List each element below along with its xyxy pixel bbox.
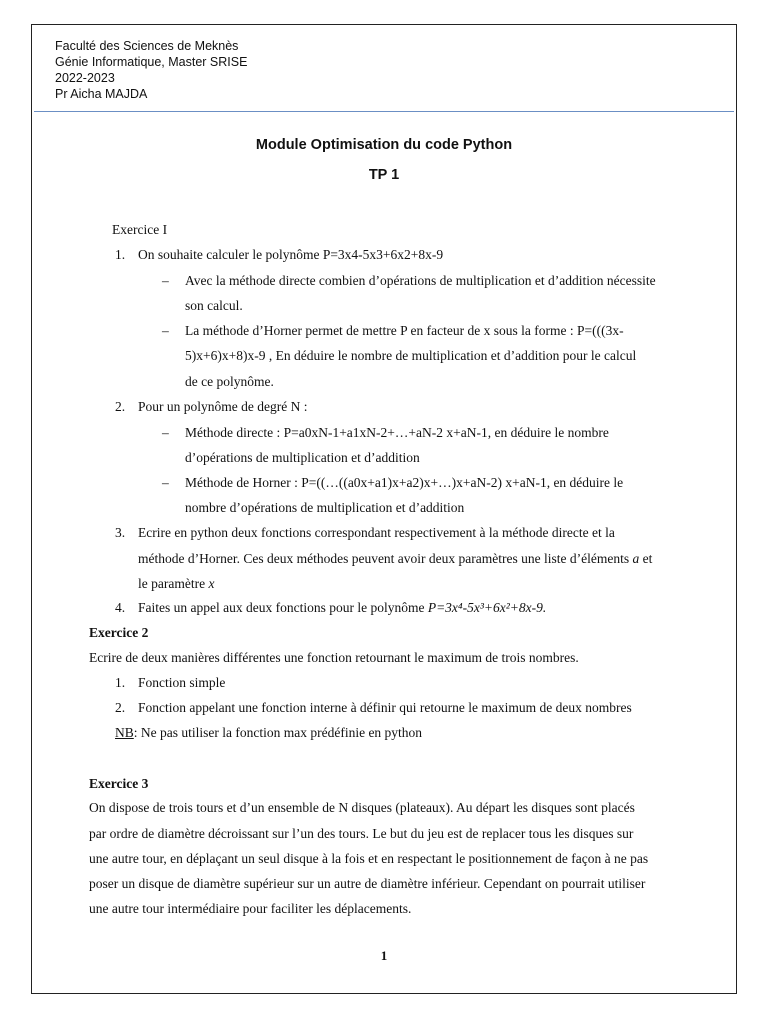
exercise-2-note	[115, 725, 422, 741]
bullet-text: Méthode de Horner : P=((…((a0x+a1)x+a2)x+…)x+aN-2) x+aN-1, en déduire le	[185, 475, 624, 490]
header-professor: Pr Aicha MAJDA	[55, 87, 148, 101]
param-x: x	[208, 576, 215, 591]
bullet-text: de ce polynôme.	[185, 374, 274, 389]
document-subtitle: TP 1	[368, 167, 400, 183]
header-program: Génie Informatique, Master SRISE	[55, 55, 248, 69]
exercise-1-question-4	[138, 600, 546, 616]
exercise-3-paragraph-line: par ordre de diamètre décroissant sur l’un des tours. Le but du jeu est de replacer tous les disques sur	[89, 826, 634, 841]
text-run: méthode d’Horner. Ces deux méthodes peuvent avoir deux paramètres une liste d’éléments	[138, 551, 633, 566]
exercise-2-heading: Exercice 2	[89, 625, 149, 640]
note-text: : Ne pas utiliser la fonction max prédéfinie en python	[133, 725, 423, 740]
bullet-text: 5)x+6)x+8)x-9 , En déduire le nombre de multiplication et d’addition pour le calcul	[185, 348, 637, 363]
exercise-1-question-1: On souhaite calculer le polynôme P=3x4-5x3+6x2+8x-9	[138, 247, 444, 262]
list-number: 1.	[115, 247, 126, 262]
text-run: et	[639, 551, 653, 566]
exercise-3-heading: Exercice 3	[89, 776, 149, 791]
exercise-3-paragraph-line: On dispose de trois tours et d’un ensemble de N disques (plateaux). Au départ les disques sont placés	[89, 800, 635, 815]
bullet-dash: –	[162, 323, 169, 338]
list-number: 3.	[115, 525, 126, 540]
exercise-1-question-3-line-3	[138, 576, 214, 592]
exercise-1-heading: Exercice I	[112, 222, 168, 237]
polynomial-formula: P=3x⁴-5x³+6x²+8x-9.	[427, 600, 547, 615]
text-run: Faites un appel aux deux fonctions pour le polynôme	[138, 600, 428, 615]
exercise-1-question-3: Ecrire en python deux fonctions correspondant respectivement à la méthode directe et la	[138, 525, 615, 540]
exercise-1-question-3-line-2	[138, 551, 652, 567]
exercise-3-paragraph-line: poser un disque de diamètre supérieur sur un autre de diamètre inférieur. Cependant on pourrait utiliser	[89, 876, 646, 891]
list-number: 4.	[115, 600, 126, 615]
page-number: 1	[380, 948, 388, 963]
header-year: 2022-2023	[55, 71, 115, 85]
list-number: 2.	[115, 700, 126, 715]
bullet-text: Méthode directe : P=a0xN-1+a1xN-2+…+aN-2 x+aN-1, en déduire le nombre	[185, 425, 609, 440]
document-title: Module Optimisation du code Python	[255, 137, 513, 153]
param-a: a	[632, 551, 640, 566]
bullet-text: nombre d’opérations de multiplication et d’addition	[185, 500, 465, 515]
bullet-text: Avec la méthode directe combien d’opérations de multiplication et d’addition nécessite	[185, 273, 656, 288]
bullet-text: son calcul.	[185, 298, 243, 313]
header-faculty: Faculté des Sciences de Meknès	[55, 39, 239, 53]
list-number: 1.	[115, 675, 126, 690]
exercise-3-paragraph-line: une autre tour, en déplaçant un seul disque à la fois et en respectant le positionnement de façon à ne pas	[89, 851, 649, 866]
bullet-dash: –	[162, 273, 169, 288]
bullet-text: d’opérations de multiplication et d’addition	[185, 450, 420, 465]
bullet-dash: –	[162, 475, 169, 490]
exercise-2-item-1: Fonction simple	[138, 675, 226, 690]
exercise-3-paragraph-line: une autre tour intermédiaire pour faciliter les déplacements.	[89, 901, 412, 916]
exercise-2-item-2: Fonction appelant une fonction interne à définir qui retourne le maximum de deux nombres	[138, 700, 632, 715]
list-number: 2.	[115, 399, 126, 414]
text-run: le paramètre	[138, 576, 209, 591]
bullet-dash: –	[162, 425, 169, 440]
note-label: NB	[115, 725, 134, 740]
bullet-text: La méthode d’Horner permet de mettre P en facteur de x sous la forme : P=(((3x-	[185, 323, 624, 338]
exercise-1-question-2: Pour un polynôme de degré N :	[138, 399, 308, 414]
exercise-2-intro: Ecrire de deux manières différentes une fonction retournant le maximum de trois nombres.	[89, 650, 579, 665]
